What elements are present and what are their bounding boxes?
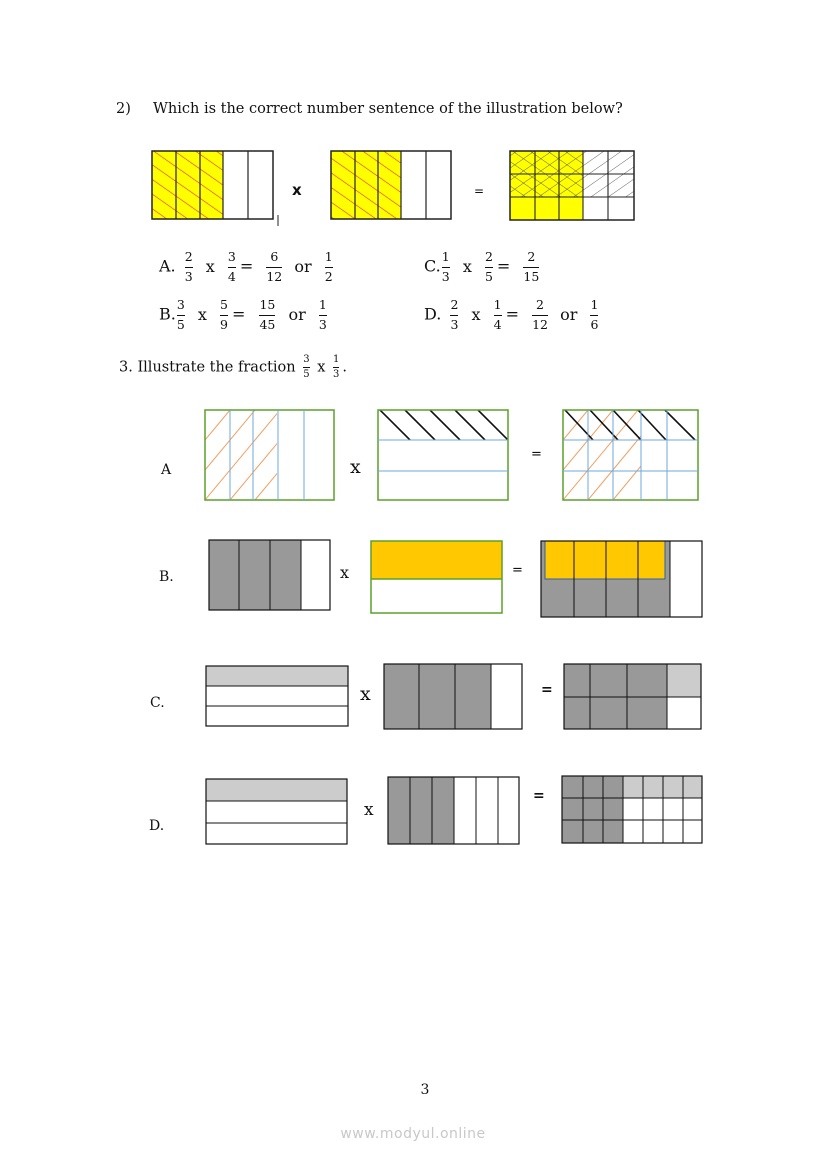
option-b-label: B. [159, 304, 176, 324]
q3-c-equals: = [541, 682, 553, 698]
q3-prompt: 3. Illustrate the fraction $\frac{3}{5}$ x $\frac{1}{3}$ . [119, 354, 347, 380]
q2-times-sign: x [292, 181, 302, 199]
q3-c-box-2 [384, 664, 522, 729]
q2-option-b[interactable]: B. $\frac{3}{5}$ x $\frac{5}{9}$ = $\frac{15}{45}$ or $\frac{1}{3}$ [159, 297, 327, 332]
q3-a-equals: = [531, 447, 542, 462]
q3-b-box-3 [541, 541, 702, 617]
q3-choice-c-label[interactable]: C. [150, 695, 165, 711]
q2-option-d[interactable]: D. $\frac{2}{3}$ x $\frac{1}{4}$ = $\frac{2}{12}$ or $\frac{1}{6}$ [424, 297, 599, 332]
q3-b-box-1 [209, 540, 330, 610]
q3-d-box-3 [562, 776, 702, 843]
option-d-label: D. [424, 304, 442, 324]
watermark: www.modyul.online [340, 1126, 486, 1142]
q3-choice-b-label[interactable]: B. [159, 569, 174, 585]
q3-d-box-1 [206, 779, 347, 844]
option-c-label: C. [424, 256, 441, 276]
q3-choice-a-label[interactable]: A [161, 462, 172, 478]
q3-a-times: x [350, 456, 361, 478]
q3-b-box-2 [371, 541, 502, 613]
q3-d-times: x [364, 800, 374, 820]
q3-c-box-1 [206, 666, 348, 726]
q3-b-equals: = [512, 563, 523, 578]
q3-a-box-1 [205, 410, 334, 500]
q2-option-c[interactable]: C. $\frac{1}{3}$ x $\frac{2}{5}$ = $\frac{2}{15}$ [424, 249, 540, 284]
page-number: 3 [420, 1082, 430, 1098]
q3-c-box-3 [564, 664, 701, 729]
q3-b-times: x [340, 563, 350, 582]
q3-d-box-2 [388, 777, 519, 844]
q2-number: 2) [116, 101, 131, 117]
q2-text: Which is the correct number sentence of the illustration below? [153, 101, 623, 117]
q3-c-times: x [360, 683, 371, 705]
q3-d-equals: = [533, 788, 545, 804]
q3-a-box-2 [378, 410, 508, 500]
q2-equals-sign: = [474, 184, 485, 198]
q2-option-a[interactable]: A. $\frac{2}{3}$ x $\frac{3}{4}$ = $\frac{6}{12}$ or $\frac{1}{2}$ [159, 249, 333, 284]
option-a-label: A. [159, 256, 176, 276]
q3-choice-d-label[interactable]: D. [149, 818, 165, 834]
q3-a-box-3 [563, 410, 698, 500]
